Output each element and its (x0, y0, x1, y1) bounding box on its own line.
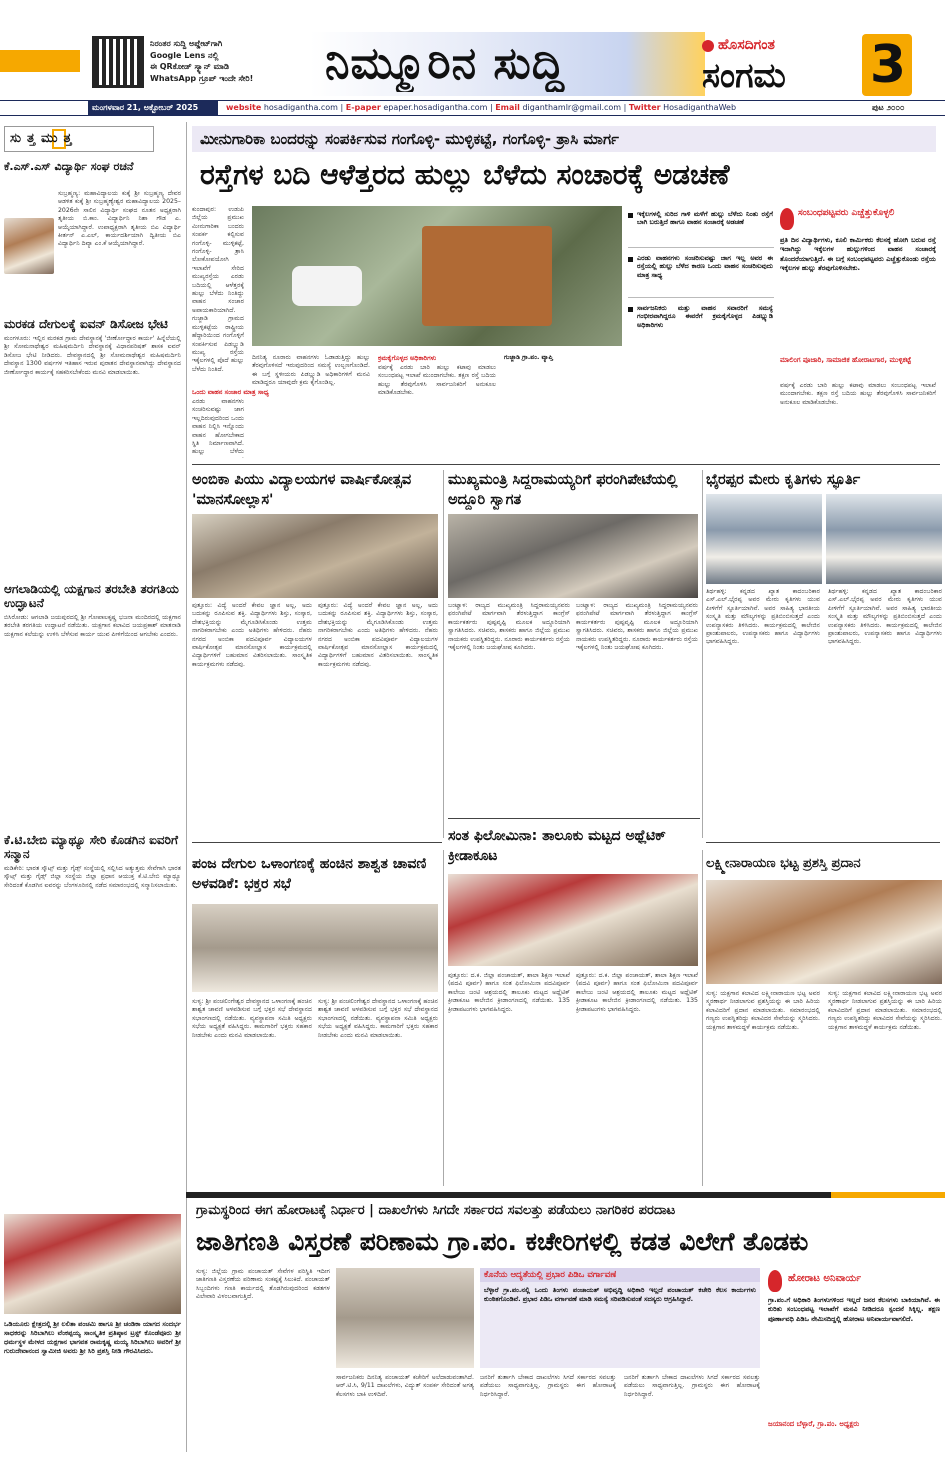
bottom-quote (768, 1268, 940, 1454)
lead-body-4: ವರ್ಷಕ್ಕೆ ಎರಡು ಬಾರಿ ಹುಲ್ಲು ಕಟಾವು ಮಾಡಲು ಸಂಬಂಧಪಟ್ಟ ಇಲಾಖೆ ಮುಂದಾಗಬೇಕು. ತಕ್ಷಣ ರಸ್ತೆ ಬದಿಯ ಹುಲ್ಲು ತೆರವುಗೊಳಿಸಿ ಸಾರ್ವಜನಿಕರಿಗೆ ಅನುಕೂಲ ಮಾಡಿಕೊಡಬೇಕು. (378, 364, 496, 397)
brand-small: ಹೊಸದಿಗಂತ (718, 37, 775, 53)
bottom-kicker: ಗ್ರಾಮಸ್ಥರಿಂದ ಈಗ ಹೋರಾಟಕ್ಕೆ ನಿರ್ಧಾರ | ದಾಖಲೆಗಳು ಸಿಗದೇ ಸರ್ಕಾರದ ಸವಲತ್ತು ಪಡೆಯಲು ನಾಗರಿಕರ ಪರದಾಟ (196, 1203, 676, 1218)
qr-line-4: WhatsApp ಗ್ರೂಪ್ ಇಂದೇ ಸೇರಿ! (150, 73, 254, 83)
lead-quote-badge: ಸಂಬಂಧಪಟ್ಟವರು ಎಚ್ಚೆತ್ತುಕೊಳ್ಳಲಿ (798, 208, 895, 218)
lead-photo (252, 206, 622, 346)
qr-line-1: ನಿರಂತರ ಸುದ್ದಿ ಅಪ್ಡೇಟ್‌ಗಾಗಿ (150, 39, 223, 48)
bottom-quote-author: ಜಯಾನಂದ ಬೆಳ್ಳಾರೆ, ಗ್ರಾ.ಪಂ. ಅಧ್ಯಕ್ಷರು (768, 1420, 860, 1428)
story-lakshminarayana (706, 848, 942, 1188)
row2-divider-1 (443, 850, 444, 1186)
sidebar-item-4-body: ಮಡಿಕೇರಿ: ಭಾರತ ಸ್ಕೌಟ್ಸ್ ಮತ್ತು ಗೈಡ್ಸ್ ಸಂಸ್ಥೆಯಲ್ಲಿ ಸಲ್ಲಿಸಿದ ಅತ್ಯುತ್ತಮ ಸೇವೆಗಾಗಿ ಭಾರತ ಸ್ಕೌಟ್ಸ್ ಮತ್ತು ಗೈಡ್ಸ್ ಜಿಲ್ಲಾ ಸಂಸ್ಥೆಯ ಜಿಲ್ಲಾ ಪ್ರಧಾನ ಆಯುಕ್ತ ಕೆ.ಟಿ.ಬೇಬಿ ಮ್ಯಾಥ್ಯೂ ಸೇರಿದಂತೆ ಕೊಡಗಿನ ಐವರನ್ನು ಬೆಂಗಳೂರಿನಲ್ಲಿ ನಡೆದ ಸಮಾರಂಭದಲ್ಲಿ ಸನ್ಮಾನಿಸಲಾಯಿತು. (4, 865, 181, 889)
lead-story (192, 122, 942, 467)
bullet-1 (628, 210, 774, 248)
story-philomena-body-b: ಪುತ್ತೂರು: ದ.ಕ. ಜಿಲ್ಲಾ ಪಂಚಾಯತ್, ಶಾಲಾ ಶಿಕ್ಷಣ ಇಲಾಖೆ (ಪದವಿ ಪೂರ್ವ) ಹಾಗೂ ಸಂತ ಫಿಲೋಮಿನಾ ಪದವಿಪೂರ್ವ ಕಾಲೇಜು ಜಂಟಿ ಆಶ್ರಯದಲ್ಲಿ ತಾಲೂಕು ಮಟ್ಟದ ಅಥ್ಲೆಟಿಕ್ ಕ್ರೀಡಾಕೂಟ ಕಾಲೇಜಿನ ಕ್ರೀಡಾಂಗಣದಲ್ಲಿ ನಡೆಯಿತು. 135 ಕ್ರೀಡಾಪಟುಗಳು ಭಾಗವಹಿಸಿದ್ದರು. (576, 972, 698, 1013)
lead-reporter (504, 354, 622, 458)
lead-subhead-2: ಕ್ರಮಕೈಗೊಳ್ಳದ ಅಧಿಕಾರಿಗಳು (378, 354, 437, 362)
bullet-1-icon (628, 213, 633, 218)
epaper-label: E-paper (345, 103, 381, 112)
bottom-inset-body: ಬೆಳ್ಳಾರೆ ಗ್ರಾ.ಪಂ.ನಲ್ಲಿ ಒಂದು ತಿಂಗಳು ಪಂಚಾಯತ್ ಅಭಿವೃದ್ಧಿ ಅಧಿಕಾರಿ ಇಲ್ಲದೆ ಪಂಚಾಯತ್ ಕಚೇರಿ ಕೆಲಸ ಕಾರ್ಯಗಳು ಕುಂಠಿತಗೊಂಡಿವೆ. ಪ್ರಭಾರ ಪಿಡಿಒ ವರ್ಗಾವಣೆ ಮಾಡಿ ಸಮಸ್ಯೆ ಸರಿಪಡಿಸುವಂತೆ ಸದಸ್ಯರು ಆಗ್ರಹಿಸಿದ್ದಾರೆ. (484, 1286, 756, 1303)
lead-body-2: ಎರಡು ವಾಹನಗಳು ಸಂಚರಿಸುವಷ್ಟು ಜಾಗ ಇಲ್ಲದಿರುವುದರಿಂದ ಒಂದು ವಾಹನ ನಿಲ್ಲಿಸಿ ಇನ್ನೊಂದು ವಾಹನ ಹೋಗಬೇಕಾದ ಸ್ಥಿತಿ ನಿರ್ಮಾಣವಾಗಿದೆ. ಹುಲ್ಲು ಬೆಳೆದು (192, 398, 244, 456)
story-panja-body-b: ಸುಳ್ಯ: ಶ್ರೀ ಪಂಚಲಿಂಗೇಶ್ವರ ದೇವಸ್ಥಾನದ ಒಳಾಂಗಣಕ್ಕೆ ಹಂಚಿನ ಶಾಶ್ವತ ಚಾವಣಿ ಅಳವಡಿಸುವ ಬಗ್ಗೆ ಭಕ್ತರ ಸಭೆ ದೇವಸ್ಥಾನದ ಸಭಾಂಗಣದಲ್ಲಿ ನಡೆಯಿತು. ವ್ಯವಸ್ಥಾಪನಾ ಸಮಿತಿ ಅಧ್ಯಕ್ಷರು ಸಭೆಯ ಅಧ್ಯಕ್ಷತೆ ವಹಿಸಿದ್ದರು. ಕಾಮಗಾರಿಗೆ ಭಕ್ತರು ಸಹಕಾರ ನೀಡಬೇಕು ಎಂದು ಮನವಿ ಮಾಡಲಾಯಿತು. (318, 998, 438, 1039)
bullet-3-icon (628, 307, 633, 312)
lead-quote-author: ಮಾಲಿಂಗ ಪೂಜಾರಿ, ಸಾಮಾಜಿಕ ಹೋರಾಟಗಾರ, ಮುಳ್ಳಿಕಟ್ಟೆ (780, 356, 912, 364)
story-ambika-headline: ಅಂಬಿಕಾ ಪಿಯು ವಿದ್ಯಾಲಯಗಳ ವಾರ್ಷಿಕೋತ್ಸವ 'ಮಾನಸೋಲ್ಲಾಸ' (192, 472, 412, 508)
lead-reporter-name: ಗುಜ್ಜಾಡಿ ಗ್ರಾ.ಪಂ. ವ್ಯಾಪ್ತಿ (504, 354, 553, 361)
row2-divider-2 (702, 850, 703, 1186)
bottom-inset (480, 1268, 760, 1368)
row2-top-rule-mid (448, 818, 700, 819)
story-cm-body-b: ಬಂಟ್ವಾಳ: ರಾಜ್ಯದ ಮುಖ್ಯಮಂತ್ರಿ ಸಿದ್ದರಾಮಯ್ಯನವರು ಫರಂಗಿಪೇಟೆ ಮಾರ್ಗವಾಗಿ ತೆರಳುತ್ತಿದ್ದಾಗ ಕಾಂಗ್ರೆಸ್ ಕಾರ್ಯಕರ್ತರು ಪುಷ್ಪವೃಷ್ಟಿ ಮೂಲಕ ಅದ್ದೂರಿಯಾಗಿ ಸ್ವಾಗತಿಸಿದರು. ಸಚಿವರು, ಶಾಸಕರು ಹಾಗೂ ಜಿಲ್ಲೆಯ ಪ್ರಮುಖ ನಾಯಕರು ಉಪಸ್ಥಿತರಿದ್ದರು. ನೂರಾರು ಕಾರ್ಯಕರ್ತರು ರಸ್ತೆಯ ಇಕ್ಕೆಲಗಳಲ್ಲಿ ನಿಂತು ಜಯಘೋಷ ಕೂಗಿದರು. (576, 602, 698, 652)
sidebar-item-1-head: ಕೆ.ಎಸ್.ಎಸ್ ವಿದ್ಯಾರ್ಥಿ ಸಂಘ ರಚನೆ (4, 160, 134, 173)
page-number: 3 (869, 35, 907, 95)
story-lakshminarayana-body-b: ಸುಳ್ಯ: ಯಕ್ಷಗಾನ ಕಲಾವಿದ ಲಕ್ಷ್ಮೀನಾರಾಯಣ ಭಟ್ಟ ಅವರ ಸ್ಮರಣಾರ್ಥ ನೀಡಲಾಗುವ ಪ್ರಶಸ್ತಿಯನ್ನು ಈ ಬಾರಿ ಹಿರಿಯ ಕಲಾವಿದರಿಗೆ ಪ್ರದಾನ ಮಾಡಲಾಯಿತು. ಸಮಾರಂಭದಲ್ಲಿ ಗಣ್ಯರು ಉಪಸ್ಥಿತರಿದ್ದು ಕಲಾವಿದರ ಸೇವೆಯನ್ನು ಸ್ಮರಿಸಿದರು. ಯಕ್ಷಗಾನ ತಾಳಮದ್ದಳೆ ಕಾರ್ಯಕ್ರಮ ನಡೆಯಿತು. (828, 990, 942, 1031)
lead-quote-box (780, 206, 936, 458)
pages-label: ಪುಟ ೨೦೦೦ (872, 103, 905, 112)
sidebar-item-4 (4, 833, 181, 1165)
bottom-photo (336, 1268, 474, 1368)
row1-divider-2 (702, 470, 703, 838)
sidebar-item-2-head: ಮರಕಡ ದೇಗುಲಕ್ಕೆ ಐವನ್ ಡಿಸೋಜ ಭೇಟಿ (4, 317, 168, 331)
story-bhyrappa-body-a: ತಿರ್ಥಹಳ್ಳಿ: ಕನ್ನಡದ ಖ್ಯಾತ ಕಾದಂಬರಿಕಾರ ಎಸ್.ಎಲ್.ಭೈರಪ್ಪ ಅವರ ಮೇರು ಕೃತಿಗಳು ಯುವ ಪೀಳಿಗೆಗೆ ಸ್ಫೂರ್ತಿಯಾಗಿವೆ. ಅವರ ಸಾಹಿತ್ಯ ಭಾರತೀಯ ಸಂಸ್ಕೃತಿ ಮತ್ತು ಮೌಲ್ಯಗಳನ್ನು ಪ್ರತಿಬಿಂಬಿಸುತ್ತದೆ ಎಂದು ಉಪನ್ಯಾಸಕರು ತಿಳಿಸಿದರು. ಕಾರ್ಯಕ್ರಮದಲ್ಲಿ ಕಾಲೇಜಿನ ಪ್ರಾಂಶುಪಾಲರು, ಉಪನ್ಯಾಸಕರು ಹಾಗೂ ವಿದ್ಯಾರ್ಥಿಗಳು ಭಾಗವಹಿಸಿದ್ದರು. (706, 588, 820, 646)
story-philomena-photo (448, 874, 698, 966)
story-lakshminarayana-photo (706, 880, 942, 984)
masthead (0, 0, 945, 118)
story-lakshminarayana-headline: ಲಕ್ಷ್ಮೀನಾರಾಯಣ ಭಟ್ಟ ಪ್ರಶಸ್ತಿ ಪ್ರದಾನ (706, 856, 861, 871)
sidebar-item-1 (4, 160, 181, 248)
lead-subhead: ಒಂದು ವಾಹನ ಸಂಚಾರ ಮಾತ್ರ ಸಾಧ್ಯ (192, 388, 269, 396)
twitter-link[interactable]: HosadiganthaWeb (663, 103, 737, 112)
sidebar-item-3 (4, 582, 181, 794)
bottom-body-2: ಸಾರ್ವಜನಿಕರು ದಿನನಿತ್ಯ ಪಂಚಾಯತ್ ಕಚೇರಿಗೆ ಅಲೆದಾಡುವಂತಾಗಿದೆ. ಆರ್.ಟಿ.ಸಿ, 9/11 ದಾಖಲೆಗಳು, ವಿದ್ಯುತ್ ಸಂಪರ್ಕ ಸೇರಿದಂತೆ ಅಗತ್ಯ ಕೆಲಸಗಳು ಬಾಕಿ ಉಳಿದಿವೆ. (336, 1374, 474, 1398)
bottom-body-3a: ಜನರಿಗೆ ತುರ್ತಾಗಿ ಬೇಕಾದ ದಾಖಲೆಗಳು ಸಿಗದೆ ಸರ್ಕಾರದ ಸವಲತ್ತು ಪಡೆಯಲು ಸಾಧ್ಯವಾಗುತ್ತಿಲ್ಲ. ಗ್ರಾಮಸ್ಥರು ಈಗ ಹೋರಾಟಕ್ಕೆ ನಿರ್ಧರಿಸಿದ್ದಾರೆ. (480, 1374, 616, 1398)
story-ambika-body-b: ಪುತ್ತೂರು: ವಿದ್ಯೆ ಅಂದರೆ ಕೇವಲ ಜ್ಞಾನ ಅಲ್ಲ, ಅದು ಬದುಕನ್ನು ರೂಪಿಸುವ ಶಕ್ತಿ. ವಿದ್ಯಾರ್ಥಿಗಳು ಶಿಸ್ತು, ಸಂಸ್ಕಾರ, ದೇಶಭಕ್ತಿಯನ್ನು ಮೈಗೂಡಿಸಿಕೊಂಡು ಉತ್ತಮ ನಾಗರಿಕರಾಗಬೇಕು ಎಂದು ಅತಿಥಿಗಳು ಹೇಳಿದರು. ನೆಹರು ನಗರದ ಅಂಬಿಕಾ ಪದವಿಪೂರ್ವ ವಿದ್ಯಾಲಯಗಳ ವಾರ್ಷಿಕೋತ್ಸವ ಮಾನಸೋಲ್ಲಾಸ ಕಾರ್ಯಕ್ರಮದಲ್ಲಿ ವಿದ್ಯಾರ್ಥಿಗಳಿಗೆ ಬಹುಮಾನ ವಿತರಿಸಲಾಯಿತು. ಸಾಂಸ್ಕೃತಿಕ ಕಾರ್ಯಕ್ರಮಗಳು ನಡೆದವು. (318, 602, 438, 668)
story-lakshminarayana-body-a: ಸುಳ್ಯ: ಯಕ್ಷಗಾನ ಕಲಾವಿದ ಲಕ್ಷ್ಮೀನಾರಾಯಣ ಭಟ್ಟ ಅವರ ಸ್ಮರಣಾರ್ಥ ನೀಡಲಾಗುವ ಪ್ರಶಸ್ತಿಯನ್ನು ಈ ಬಾರಿ ಹಿರಿಯ ಕಲಾವಿದರಿಗೆ ಪ್ರದಾನ ಮಾಡಲಾಯಿತು. ಸಮಾರಂಭದಲ್ಲಿ ಗಣ್ಯರು ಉಪಸ್ಥಿತರಿದ್ದು ಕಲಾವಿದರ ಸೇವೆಯನ್ನು ಸ್ಮರಿಸಿದರು. ಯಕ್ಷಗಾನ ತಾಳಮದ್ದಳೆ ಕಾರ್ಯಕ್ರಮ ನಡೆಯಿತು. (706, 990, 820, 1031)
quote-mark-icon (780, 208, 794, 230)
bullet-3 (628, 304, 774, 348)
bottom-quote-text: ಗ್ರಾ.ಪಂ.ಗೆ ಅಧಿಕಾರಿ ತಿಂಗಳುಗಳಿಂದ ಇಲ್ಲದೆ ಜನರ ಕೆಲಸಗಳು ಬಾಕಿಯಾಗಿವೆ. ಈ ಕುರಿತು ಸಂಬಂಧಪಟ್ಟ ಇಲಾಖೆಗೆ ಮನವಿ ನೀಡಿದರೂ ಸ್ಪಂದನೆ ಸಿಕ್ಕಿಲ್ಲ. ತಕ್ಷಣ ಪೂರ್ಣಾವಧಿ ಪಿಡಿಒ ನೇಮಿಸದಿದ್ದಲ್ಲಿ ಹೋರಾಟ ಅನಿವಾರ್ಯವಾಗಲಿದೆ. (768, 1296, 940, 1323)
brand-big: ಸಂಗಮ (702, 56, 786, 96)
bullet-2 (628, 254, 774, 298)
story-panja-body-a: ಸುಳ್ಯ: ಶ್ರೀ ಪಂಚಲಿಂಗೇಶ್ವರ ದೇವಸ್ಥಾನದ ಒಳಾಂಗಣಕ್ಕೆ ಹಂಚಿನ ಶಾಶ್ವತ ಚಾವಣಿ ಅಳವಡಿಸುವ ಬಗ್ಗೆ ಭಕ್ತರ ಸಭೆ ದೇವಸ್ಥಾನದ ಸಭಾಂಗಣದಲ್ಲಿ ನಡೆಯಿತು. ವ್ಯವಸ್ಥಾಪನಾ ಸಮಿತಿ ಅಧ್ಯಕ್ಷರು ಸಭೆಯ ಅಧ್ಯಕ್ಷತೆ ವಹಿಸಿದ್ದರು. ಕಾಮಗಾರಿಗೆ ಭಕ್ತರು ಸಹಕಾರ ನೀಡಬೇಕು ಎಂದು ಮನವಿ ಮಾಡಲಾಯಿತು. (192, 998, 312, 1039)
story-panja-headline: ಪಂಜ ದೇಗುಲ ಒಳಾಂಗಣಕ್ಕೆ ಹಂಚಿನ ಶಾಶ್ವತ ಚಾವಣಿ ಅಳವಡಿಕೆ: ಭಕ್ತರ ಸಭೆ (192, 856, 427, 892)
lead-bottom-rule (192, 464, 940, 465)
story-bhyrappa-photo-1 (706, 494, 822, 584)
sidebar-section-title: ಸುತ್ತಮುತ್ತ (10, 131, 78, 146)
lead-headline: ರಸ್ತೆಗಳ ಬದಿ ಆಳೆತ್ತರದ ಹುಲ್ಲು ಬೆಳೆದು ಸಂಚಾರಕ್ಕೆ ಅಡಚಣೆ (200, 158, 730, 191)
story-cm-photo (448, 514, 698, 598)
story-cm-body-a: ಬಂಟ್ವಾಳ: ರಾಜ್ಯದ ಮುಖ್ಯಮಂತ್ರಿ ಸಿದ್ದರಾಮಯ್ಯನವರು ಫರಂಗಿಪೇಟೆ ಮಾರ್ಗವಾಗಿ ತೆರಳುತ್ತಿದ್ದಾಗ ಕಾಂಗ್ರೆಸ್ ಕಾರ್ಯಕರ್ತರು ಪುಷ್ಪವೃಷ್ಟಿ ಮೂಲಕ ಅದ್ದೂರಿಯಾಗಿ ಸ್ವಾಗತಿಸಿದರು. ಸಚಿವರು, ಶಾಸಕರು ಹಾಗೂ ಜಿಲ್ಲೆಯ ಪ್ರಮುಖ ನಾಯಕರು ಉಪಸ್ಥಿತರಿದ್ದರು. ನೂರಾರು ಕಾರ್ಯಕರ್ತರು ರಸ್ತೆಯ ಇಕ್ಕೆಲಗಳಲ್ಲಿ ನಿಂತು ಜಯಘೋಷ ಕೂಗಿದರು. (448, 602, 570, 652)
bullet-3-text: ಸಾರ್ವಜನಿಕರು ಮತ್ತು ವಾಹನ ಸವಾರರಿಗೆ ಸಮಸ್ಯೆ ಗಂಭೀರವಾಗಿದ್ದರೂ ಈವರೆಗೆ ಕ್ರಮಕೈಗೊಳ್ಳದ ಪಿಡಬ್ಲ್ಯುಡಿ ಅಧಿಕಾರಿಗಳು (637, 304, 773, 329)
lead-bullets (628, 206, 774, 356)
bottom-body-1: ಸುಳ್ಯ: ಜಿಲ್ಲೆಯ ಗ್ರಾಮ ಪಂಚಾಯತ್ ಸೇವೆಗಳ ಪರಿಸ್ಥಿತಿ ಇದೀಗ ಜಾತಿಗಣತಿ ವಿಸ್ತರಣೆಯ ಪರಿಣಾಮ ಸಂಕಷ್ಟಕ್ಕೆ ಸಿಲುಕಿದೆ. ಪಂಚಾಯತ್ ಸಿಬ್ಬಂದಿಗಳು ಗಣತಿ ಕಾರ್ಯದಲ್ಲಿ ತೊಡಗಿರುವುದರಿಂದ ಕಡತಗಳ ವಿಲೇವಾರಿ ವಿಳಂಬವಾಗುತ್ತಿದೆ. (196, 1268, 330, 1301)
story-ambika-body-a: ಪುತ್ತೂರು: ವಿದ್ಯೆ ಅಂದರೆ ಕೇವಲ ಜ್ಞಾನ ಅಲ್ಲ, ಅದು ಬದುಕನ್ನು ರೂಪಿಸುವ ಶಕ್ತಿ. ವಿದ್ಯಾರ್ಥಿಗಳು ಶಿಸ್ತು, ಸಂಸ್ಕಾರ, ದೇಶಭಕ್ತಿಯನ್ನು ಮೈಗೂಡಿಸಿಕೊಂಡು ಉತ್ತಮ ನಾಗರಿಕರಾಗಬೇಕು ಎಂದು ಅತಿಥಿಗಳು ಹೇಳಿದರು. ನೆಹರು ನಗರದ ಅಂಬಿಕಾ ಪದವಿಪೂರ್ವ ವಿದ್ಯಾಲಯಗಳ ವಾರ್ಷಿಕೋತ್ಸವ ಮಾನಸೋಲ್ಲಾಸ ಕಾರ್ಯಕ್ರಮದಲ್ಲಿ ವಿದ್ಯಾರ್ಥಿಗಳಿಗೆ ಬಹುಮಾನ ವಿತರಿಸಲಾಯಿತು. ಸಾಂಸ್ಕೃತಿಕ ಕಾರ್ಯಕ್ರಮಗಳು ನಡೆದವು. (192, 602, 312, 668)
lead-photo-car (292, 266, 362, 306)
bottom-body-3b: ಜನರಿಗೆ ತುರ್ತಾಗಿ ಬೇಕಾದ ದಾಖಲೆಗಳು ಸಿಗದೆ ಸರ್ಕಾರದ ಸವಲತ್ತು ಪಡೆಯಲು ಸಾಧ್ಯವಾಗುತ್ತಿಲ್ಲ. ಗ್ರಾಮಸ್ಥರು ಈಗ ಹೋರಾಟಕ್ಕೆ ನಿರ್ಧರಿಸಿದ್ದಾರೆ. (624, 1374, 760, 1398)
story-panja (192, 848, 440, 1188)
sidebar-bottom-caption: ಒಡಿಯೂರು ಕ್ಷೇತ್ರದಲ್ಲಿ ಶ್ರೀ ಲಲಿತಾ ಪಂಚಮಿ ಹಾಗೂ ಶ್ರೀ ಚಂಡಿಕಾ ಯಾಗದ ಸಂದರ್ಭ ಸಾಧಕರನ್ನು ಸಿರಿಬಾಗಿಲು ವೆಂಕಪ್ಪಯ್ಯ ಸಾಂಸ್ಕೃತಿಕ ಪ್ರತಿಷ್ಠಾನ ಟ್ರಸ್ಟ್ ಕೊಂಡೆವೂರು ಶ್ರೀ ಧರ್ಮಸ್ಥಳ ಮೇಳದ ಯಕ್ಷಗಾನ ಭಾಗವತ ರಾಮಕೃಷ್ಣ ಮಯ್ಯ ಸಿರಿಬಾಗಿಲು ಅವರಿಗೆ ಶ್ರೀ ಗುರುದೇವಾನಂದ ಸ್ವಾಮೀಜಿ ಅವರು ಶ್ರೀ ಸಿರಿ ಪ್ರಶಸ್ತಿ ನೀಡಿ ಗೌರವಿಸಿದರು. (4, 1320, 181, 1355)
lead-quote-more: ವರ್ಷಕ್ಕೆ ಎರಡು ಬಾರಿ ಹುಲ್ಲು ಕಟಾವು ಮಾಡಲು ಸಂಬಂಧಪಟ್ಟ ಇಲಾಖೆ ಮುಂದಾಗಬೇಕು. ತಕ್ಷಣ ರಸ್ತೆ ಬದಿಯ ಹುಲ್ಲು ತೆರವುಗೊಳಿಸಿ ಸಾರ್ವಜನಿಕರಿಗೆ ಅನುಕೂಲ ಮಾಡಿಕೊಡಬೇಕು. (780, 382, 936, 406)
sidebar-item-1-body: ಸುಬ್ರಹ್ಮಣ್ಯ: ಮಹಾವಿದ್ಯಾಲಯ ಕುಕ್ಕೆ ಶ್ರೀ ಸುಬ್ರಹ್ಮಣ್ಯ ದೇವರ ಆಡಳಿತ ಕುಕ್ಕೆ ಶ್ರೀ ಸುಬ್ರಹ್ಮಣ್ಯೇಶ್ವರ ಮಹಾವಿದ್ಯಾಲಯ 2025–2026ನೇ ಸಾಲಿನ ವಿದ್ಯಾರ್ಥಿ ಸಂಘದ ನೂತನ ಅಧ್ಯಕ್ಷರಾಗಿ ತೃತೀಯ ಬಿ.ಕಾಂ. ವಿದ್ಯಾರ್ಥಿನಿ ನಿಶಾ ಗೌಡ ಎ. ಆಯ್ಕೆಯಾಗಿದ್ದಾರೆ. ಉಪಾಧ್ಯಕ್ಷರಾಗಿ ತೃತೀಯ ಬಿಎ ವಿದ್ಯಾರ್ಥಿ ಕೀರ್ತನ್ ಎ.ಎಲ್, ಕಾರ್ಯದರ್ಶಿಯಾಗಿ ದ್ವಿತೀಯ ಬಿಎ ವಿದ್ಯಾರ್ಥಿನಿ ದಿವ್ಯಾ ಎಂ.ಕೆ ಆಯ್ಕೆಯಾಗಿದ್ದಾರೆ. (58, 190, 181, 248)
qr-line-2: Google Lens ನಲ್ಲಿ (150, 50, 219, 60)
bottom-quote-badge: ಹೋರಾಟ ಅನಿವಾರ್ಯ (788, 1273, 862, 1284)
brand-logo-icon (702, 40, 714, 52)
qr-line-3: ಈ QRಕೋಡ್ ಸ್ಕ್ಯಾನ್ ಮಾಡಿ (150, 62, 230, 71)
bottom-story (186, 1192, 945, 1459)
story-panja-photo (192, 904, 438, 992)
bottom-band (186, 1192, 945, 1198)
story-cm (448, 468, 698, 840)
story-philomena (448, 822, 698, 1188)
sidebar-item-2 (4, 317, 181, 555)
story-ambika (192, 468, 440, 840)
sidebar-item-1-photo (4, 218, 54, 274)
story-ambika-photo (192, 514, 438, 598)
bullet-2-text: ಎರಡು ವಾಹನಗಳು ಸಂಚರಿಸುವಷ್ಟು ಜಾಗ ಇಲ್ಲ ಅವರ ಈ ರಸ್ತೆಯಲ್ಲಿ ಹುಲ್ಲು ಬೆಳೆದ ಕಾರಣ ಒಂದು ವಾಹನ ಸಂಚರಿಸುವುದು ಮಾತ್ರ ಸಾಧ್ಯ (637, 254, 773, 279)
story-bhyrappa-body-b: ತಿರ್ಥಹಳ್ಳಿ: ಕನ್ನಡದ ಖ್ಯಾತ ಕಾದಂಬರಿಕಾರ ಎಸ್.ಎಲ್.ಭೈರಪ್ಪ ಅವರ ಮೇರು ಕೃತಿಗಳು ಯುವ ಪೀಳಿಗೆಗೆ ಸ್ಫೂರ್ತಿಯಾಗಿವೆ. ಅವರ ಸಾಹಿತ್ಯ ಭಾರತೀಯ ಸಂಸ್ಕೃತಿ ಮತ್ತು ಮೌಲ್ಯಗಳನ್ನು ಪ್ರತಿಬಿಂಬಿಸುತ್ತದೆ ಎಂದು ಉಪನ್ಯಾಸಕರು ತಿಳಿಸಿದರು. ಕಾರ್ಯಕ್ರಮದಲ್ಲಿ ಕಾಲೇಜಿನ ಪ್ರಾಂಶುಪಾಲರು, ಉಪನ್ಯಾಸಕರು ಹಾಗೂ ವಿದ್ಯಾರ್ಥಿಗಳು ಭಾಗವಹಿಸಿದ್ದರು. (828, 588, 942, 646)
lead-kicker: ಮೀನುಗಾರಿಕಾ ಬಂದರನ್ನು ಸಂಪರ್ಕಿಸುವ ಗಂಗೊಳ್ಳಿ- ಮುಳ್ಳಿಕಟ್ಟೆ, ಗಂಗೊಳ್ಳಿ- ತ್ರಾಸಿ ಮಾರ್ಗ (200, 130, 619, 148)
issue-date: ಮಂಗಳವಾರ 21, ಅಕ್ಟೋಬರ್ 2025 (92, 103, 199, 112)
sidebar-item-3-body: ಬಿಸಿರೋಡು: ಆಗಲಾಡಿ ಜಯಪುರದಲ್ಲಿ ಶ್ರೀ ಗೋಪಾಲಕೃಷ್ಣ ಭಜನಾ ಮಂದಿರದಲ್ಲಿ ಯಕ್ಷಗಾನ ತರಬೇತಿ ತರಗತಿಯ ಉದ್ಘಾಟನೆ ನಡೆಯಿತು. ಯಕ್ಷಗಾನ ಕಲಾವಿದ ಜಯಪ್ರಕಾಶ್ ಮಾತನಾಡಿ ಯಕ್ಷಗಾನ ಕಲೆಯನ್ನು ಉಳಿಸಿ ಬೆಳೆಸುವ ಕಾರ್ಯ ಯುವ ಪೀಳಿಗೆಯಿಂದ ಆಗಬೇಕು ಎಂದರು. (4, 614, 181, 638)
sidebar-item-2-body: ಮಂಗಳೂರು: ಇಲ್ಲಿನ ಮರಕಡ ಗ್ರಾಮ ದೇವಸ್ಥಾನಕ್ಕೆ 'ಜೀರ್ಣೋದ್ಧಾರ ಕಾರ್ಯ' ಹಿನ್ನೆಲೆಯಲ್ಲಿ ಶ್ರೀ ಸೋಮನಾಥೇಶ್ವರ ಮಹಿಷಮರ್ದಿನಿ ದೇವಸ್ಥಾನಕ್ಕೆ ವಿಧಾನಪರಿಷತ್ ಶಾಸಕ ಐವನ್ ಡಿಸೋಜ ಭೇಟಿ ನೀಡಿದರು. ದೇವಸ್ಥಾನದಲ್ಲಿ ಶ್ರೀ ಸೋಮನಾಥೇಶ್ವರ ಮಹಿಷಮರ್ದಿನಿ ದೇವಸ್ಥಾನ 1300 ವರ್ಷಗಳ ಇತಿಹಾಸ ಇರುವ ಪುರಾತನ ದೇವಸ್ಥಾನವಾಗಿದ್ದು ದೇವಸ್ಥಾನದ ಜೀರ್ಣೋದ್ಧಾರ ಕಾರ್ಯಕ್ಕೆ ಸಹಕರಿಸಬೇಕೆಂದು ಮನವಿ ಮಾಡಲಾಯಿತು. (4, 335, 181, 376)
story-cm-headline: ಮುಖ್ಯಮಂತ್ರಿ ಸಿದ್ದರಾಮಯ್ಯರಿಗೆ ಫರಂಗಿಪೇಟೆಯಲ್ಲಿ ಅದ್ದೂರಿ ಸ್ವಾಗತ (448, 472, 678, 508)
bottom-headline: ಜಾತಿಗಣತಿ ವಿಸ್ತರಣೆ ಪರಿಣಾಮ ಗ್ರಾ.ಪಂ. ಕಚೇರಿಗಳಲ್ಲಿ ಕಡತ ವಿಲೇಗೆ ತೊಡಕು (196, 1227, 809, 1256)
sidebar (0, 120, 185, 1459)
story-bhyrappa (706, 468, 942, 840)
email-label: Email (495, 103, 520, 112)
row1-bottom-rule-left (192, 842, 442, 843)
lead-body-3: ದಿನನಿತ್ಯ ನೂರಾರು ವಾಹನಗಳು ಓಡಾಡುತ್ತಿದ್ದು ಹುಲ್ಲು ತೆರವುಗೊಳಿಸದೆ ಇರುವುದರಿಂದ ಸಮಸ್ಯೆ ಉಲ್ಬಣಗೊಂಡಿದೆ. ಈ ಬಗ್ಗೆ ಸ್ಥಳೀಯರು ಪಿಡಬ್ಲ್ಯುಡಿ ಅಧಿಕಾರಿಗಳಿಗೆ ಮನವಿ ಮಾಡಿದ್ದರೂ ಯಾವುದೇ ಕ್ರಮ ಕೈಗೊಂಡಿಲ್ಲ. (252, 354, 370, 387)
bullet-2-icon (628, 257, 633, 262)
email-link[interactable]: diganthamlr@gmail.com (522, 103, 622, 112)
row1-bottom-rule-right (706, 842, 940, 843)
accent-block (0, 50, 80, 72)
epaper-link[interactable]: epaper.hosadigantha.com (383, 103, 488, 112)
bottom-inset-title: ಕೊನೆಯ ಆದ್ಯತೆಯಲ್ಲಿ ಪ್ರಭಾರ ಪಿಡಿಒ ವರ್ಗಾವಣೆ (484, 1270, 617, 1280)
bullet-1-text: ಇಕ್ಕೆಲಗಳಲ್ಲಿ ಸುರಿದ ಗಾಳಿ ಮಳೆಗೆ ಹುಲ್ಲು ಬೆಳೆದು ನಿಂತು ರಸ್ತೆಗೆ ಬಾಗಿ ಬರುತ್ತಿದೆ ಹಾಗೂ ವಾಹನ ಸಂಚಾರಕ್ಕೆ ಅಡಚಣೆ (637, 210, 773, 227)
qr-text (150, 38, 300, 84)
masthead-title: ನಿಮ್ಮೂರಿನ ಸುದ್ದಿ (325, 38, 566, 89)
contact-line: website hosadigantha.com | E-paper epaper.hosadigantha.com | Email diganthamlr@gmail.com | Twitter HosadiganthaWeb (226, 103, 737, 112)
lead-body-1: ಕುಂದಾಪುರ: ಉಡುಪಿ ಜಿಲ್ಲೆಯ ಪ್ರಮುಖ ಮೀನುಗಾರಿಕಾ ಬಂದರು ಸಂಪರ್ಕ ಕಲ್ಪಿಸುವ ಗಂಗೊಳ್ಳಿ- ಮುಳ್ಳಿಕಟ್ಟೆ, ಗಂಗೊಳ್ಳಿ- ತ್ರಾಸಿ ಲೋಕೋಪಯೋಗಿ ಇಲಾಖೆಗೆ ಸೇರಿದ ಮುಖ್ಯರಸ್ತೆಯ ಎರಡು ಬದಿಯಲ್ಲಿ ಆಳೆತ್ತರಕ್ಕೆ ಹುಲ್ಲು ಬೆಳೆದು ನಿಂತಿದ್ದು ವಾಹನ ಸಂಚಾರ ಅಪಾಯಕಾರಿಯಾಗಿದೆ. ಗುಜ್ಜಾಡಿ ಗ್ರಾಮದ ಮುಳ್ಳಿಕಟ್ಟೆಯ ರಾಷ್ಟ್ರೀಯ ಹೆದ್ದಾರಿಯಿಂದ ಗಂಗೊಳ್ಳಿಗೆ ಸಂಪರ್ಕಿಸುವ ಪಿಡಬ್ಲ್ಯುಡಿ ಮುಖ್ಯ ರಸ್ತೆಯ ಇಕ್ಕೆಲಗಳಲ್ಲಿ ಪೊದೆ ಹುಲ್ಲು ಬೆಳೆದು ನಿಂತಿದೆ. (192, 206, 244, 373)
story-bhyrappa-photo-2 (826, 494, 942, 584)
story-philomena-headline: ಸಂತ ಫಿಲೋಮಿನಾ: ತಾಲೂಕು ಮಟ್ಟದ ಅಥ್ಲೆಟಿಕ್ ಕ್ರೀಡಾಕೂಟ (448, 828, 666, 864)
twitter-label: Twitter (628, 103, 661, 112)
lead-photo-truck (422, 226, 552, 326)
sidebar-item-4-head: ಕೆ.ಟಿ.ಬೇಬಿ ಮ್ಯಾಥ್ಯೂ ಸೇರಿ ಕೊಡಗಿನ ಐವರಿಗೆ ಸನ್ಮಾನ (4, 833, 178, 861)
website-link[interactable]: hosadigantha.com (263, 103, 338, 112)
sidebar-item-3-head: ಆಗಲಾಡಿಯಲ್ಲಿ ಯಕ್ಷಗಾನ ತರಬೇತಿ ತರಗತಿಯ ಉದ್ಘಾಟನೆ (4, 582, 179, 610)
story-bhyrappa-headline: ಭೈರಪ್ಪರ ಮೇರು ಕೃತಿಗಳು ಸ್ಫೂರ್ತಿ (706, 472, 861, 488)
website-label: website (226, 103, 262, 112)
story-philomena-body-a: ಪುತ್ತೂರು: ದ.ಕ. ಜಿಲ್ಲಾ ಪಂಚಾಯತ್, ಶಾಲಾ ಶಿಕ್ಷಣ ಇಲಾಖೆ (ಪದವಿ ಪೂರ್ವ) ಹಾಗೂ ಸಂತ ಫಿಲೋಮಿನಾ ಪದವಿಪೂರ್ವ ಕಾಲೇಜು ಜಂಟಿ ಆಶ್ರಯದಲ್ಲಿ ತಾಲೂಕು ಮಟ್ಟದ ಅಥ್ಲೆಟಿಕ್ ಕ್ರೀಡಾಕೂಟ ಕಾಲೇಜಿನ ಕ್ರೀಡಾಂಗಣದಲ್ಲಿ ನಡೆಯಿತು. 135 ಕ್ರೀಡಾಪಟುಗಳು ಭಾಗವಹಿಸಿದ್ದರು. (448, 972, 570, 1013)
row1-divider-1 (443, 470, 444, 838)
lead-quote-text: ಪ್ರತಿ ದಿನ ವಿದ್ಯಾರ್ಥಿಗಳು, ಕೂಲಿ ಕಾರ್ಮಿಕರು ಕೆಲಸಕ್ಕೆ ಹೋಗಿ ಬರುವ ರಸ್ತೆ ಇದಾಗಿದ್ದು ಇಕ್ಕೆಲಗಳ ಹುಲ್ಲುಗಳಿಂದ ವಾಹನ ಸಂಚಾರಕ್ಕೆ ತೊಂದರೆಯಾಗುತ್ತಿದೆ. ಈ ಬಗ್ಗೆ ಸಂಬಂಧಪಟ್ಟವರು ಎಚ್ಚೆತ್ತುಕೊಂಡು ರಸ್ತೆಯ ಇಕ್ಕೆಲಗಳ ಹುಲ್ಲು ತೆರವುಗೊಳಿಸಬೇಕು. (780, 236, 936, 273)
bottom-quote-mark-icon (768, 1270, 782, 1292)
qr-code[interactable] (92, 36, 144, 88)
sidebar-bottom-photo (4, 1214, 181, 1314)
